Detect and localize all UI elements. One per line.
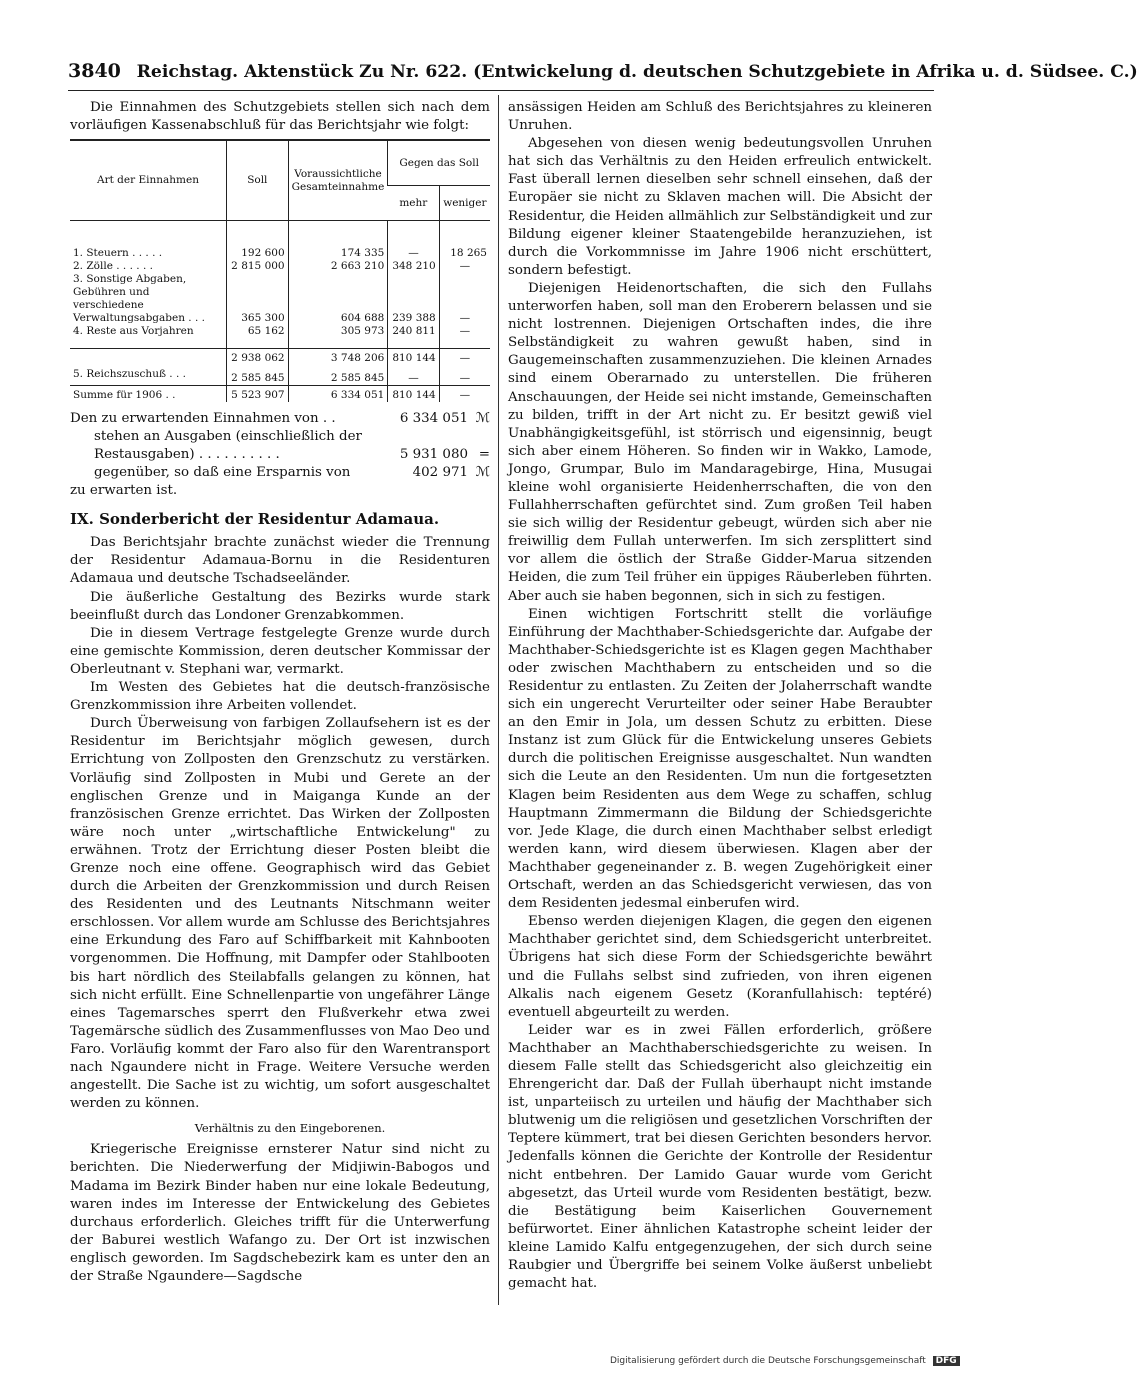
paragraph: Diejenigen Heidenortschaften, die sich den Fullahs unterworfen haben, soll man den Eroberern belassen und sie nicht lostrennen. Diejenigen Ortschaften indes, die ihre Selbständigkeit zu wahren gewußt haben, sind in Gaugemeinschaften zusammenzuziehen. Die kleinen Arnades sind einem Oberarnado zu unterstellen. Die früheren Anschauungen, der Heide sei nicht imstande, Gemeinschaften zu bilden, trifft in der Art nicht zu. Er besitzt gewiß viel Unabhängigkeitsgefühl, ist störrisch und eigensinnig, beugt sich aber einem Höheren. So finden wir in Wakko, Lamode, Jongo, Grumpar, Bulo im Mandaragebirge, Hina, Musugai kleine wohl organisierte Heidenherrschaften, die von den Fullahherrschaften gefürchtet sind. Zum großen Teil haben sie sich willig der Residentur gebeugt, würden sich aber nie freiwillig dem Fullah unterwerfen. Im sich zersplittert sind vor allem die östlich der Straße Gidder-Marua sitzenden Heiden, die zum Teil früher ein üppiges Räuberleben führten. Aber auch sie haben begonnen, sich in sich zu festigen. (508, 280, 932, 604)
th-voraus: Voraussichtliche Gesamteinnahme (288, 140, 388, 221)
revenue-intro: Die Einnahmen des Schutzgebiets stellen sich nach dem vorläufigen Kassenabschluß für das Berichtsjahr wie folgt: (70, 100, 490, 134)
paragraph: Einen wichtigen Fortschritt stellt die vorläufige Einführung der Machthaber-Schiedsgerichte dar. Aufgabe der Machthaber-Schiedsgerichte ist es Klagen gegen Machthaber oder zwischen Machthabern zu entscheiden und so die Residentur zu entlasten. Zu Zeiten der Jolaherrschaft wandte sich ein ungerecht Verurteilter oder seiner Habe Beraubter an den Emir in Jola, um dessen Schutz zu erbitten. Diese Instanz ist zum Glück für die Entwickelung unseres Gebiets durch die politischen Ereignisse ausgeschaltet. Nun wandten sich die Leute an den Residenten. Um nun die fortgesetzten Klagen beim Residenten aus dem Wege zu schaffen, schlug Hauptmann Zimmermann die Bildung der Schiedsgerichte vor. Jede Klage, die durch einen Machthaber selbst erledigt werden kann, wird diesem überwiesen. Klagen aber der Machthaber gegeneinander z. B. wegen Zugehörigkeit einer Ortschaft, werden an das Schiedsgericht verwiesen, das von dem Residenten jedesmal einberufen wird. (508, 606, 932, 912)
paragraph: Die äußerliche Gestaltung des Bezirks wurde stark beeinflußt durch das Londoner Grenzabkommen. (70, 589, 490, 623)
header-rule (68, 90, 934, 91)
digitization-footer (610, 1356, 960, 1366)
dfg-logo: DFG (933, 1356, 960, 1366)
paragraph: Im Westen des Gebietes hat die deutsch-französische Grenzkommission ihre Arbeiten vollendet. (70, 680, 490, 714)
section-title: IX. Sonderbericht der Residentur Adamaua. (70, 510, 440, 529)
table-row: 3. Sonstige Abgaben, Gebühren und verschiedene Verwaltungsabgaben . . . 365 300 604 688 239 388 — (70, 273, 490, 325)
th-art: Art der Einnahmen (70, 140, 227, 221)
th-mehr: mehr (388, 186, 439, 221)
page-title: Reichstag. Aktenstück Zu Nr. 622. (Entwickelung d. deutschen Schutzgebiete in Afrika u. d. Südsee. C.) (136, 62, 1138, 82)
paragraph: Kriegerische Ereignisse ernsterer Natur sind nicht zu berichten. Die Niederwerfung der Midjiwin-Babogos und Madama im Bezirk Binder haben nur eine lokale Bedeutung, waren indes im Interesse der Entwickelung des Gebietes durchaus erforderlich. Gleiches trifft für die Unterwerfung der Baburei westlich Wafango zu. Der Ort ist inzwischen englisch geworden. Im Sagdschebezirk kam es unter den an der Straße Ngaundere—Sagdsche (70, 1142, 490, 1285)
table-row: 2. Zölle . . . . . . 2 815 000 2 663 210 348 210 — (70, 260, 490, 273)
balance-summary: Den zu erwartenden Einnahmen von . . 6 334 051 ℳ stehen an Ausgaben (einschließlich der Restausgaben) . . . . . . . . . . 5 931 080 = gegenüber, so daß eine Ersparnis von 402 971 ℳ zu erwarten ist. (70, 411, 490, 499)
reichszuschuss-row: 5. Reichszuschuß . . . 2 585 845 2 585 845 — — (70, 368, 490, 386)
page-number: 3840 (68, 60, 121, 82)
paragraph: Durch Überweisung von farbigen Zollaufsehern ist es der Residentur im Berichtsjahr möglich gewesen, durch Errichtung von Zollposten den Grenzschutz zu verstärken. Vorläufig sind Zollposten in Mubi und Gerete an der englischen Grenze und in Maiganga Kunde an der französischen Grenze errichtet. Das Wirken der Zollposten wäre noch unter „wirtschaftliche Entwickelung" zu erwähnen. Trotz der Errichtung dieser Posten bleibt die Grenze noch eine offene. Geographisch wird das Gebiet durch die Arbeiten der Grenzkommission und durch Reisen des Residenten und des Leutnants Nitschmann weiter erschlossen. Vor allem wurde am Schlusse des Berichtsjahres eine Erkundung des Faro auf Schiffbarkeit mit Kahnbooten vorgenommen. Die Hoffnung, mit Dampfer oder Stahlbooten bis hart nördlich des Steilabfalls gelangen zu können, hat sich nicht erfüllt. Eine Schnellenpartie von ungefährer Länge eines Tagemarsches sperrt den Flußverkehr etwa zwei Tagemärsche südlich des Zusammenflusses von Mao Deo und Faro. Vorläufig kommt der Faro also für den Warentransport nach Ngaundere nicht in Frage. Weitere Versuche werden angestellt. Die Sache ist zu wichtig, um sofort ausgeschaltet werden zu können. (70, 716, 490, 1112)
paragraph: Abgesehen von diesen wenig bedeutungsvollen Unruhen hat sich das Verhältnis zu den Heiden erfreulich entwickelt. Fast überall lernen dieselben sehr schnell einsehen, daß der Europäer sie nicht zu Sklaven machen will. Die Absicht der Residentur, die Heiden allmählich zur Selbständigkeit und zur Bildung eigener kleiner Staatengebilde heranzuziehen, ist durch die Vorkommnisse im Jahre 1906 nicht erschüttert, sondern befestigt. (508, 136, 932, 278)
table-row: 1. Steuern . . . . . 192 600 174 335 — 18 265 (70, 221, 490, 261)
left-column (70, 99, 490, 1286)
page-header (68, 60, 1138, 82)
th-soll: Soll (227, 140, 289, 221)
revenue-table (70, 139, 490, 402)
paragraph: Leider war es in zwei Fällen erforderlich, größere Machthaber an Machthaberschiedsgerichte zu weisen. In diesem Falle stellt das Schiedsgericht also gleichzeitig ein Ehrengericht dar. Daß der Fullah überhaupt nicht imstande ist, unparteiisch zu urteilen und häufig der Machthaber sich blutwenig um die religiösen und gesetzlichen Vorschriften der Teptere kümmert, trat bei diesen Gerichten besonders hervor. Jedenfalls können die Gerichte der Kontrolle der Residentur nicht entbehren. Der Lamido Gauar wurde vom Gericht abgesetzt, das Urteil wurde vom Residenten bestätigt, bezw. die Bestätigung beim Kaiserlichen Gouvernement befürwortet. Einer ähnlichen Katastrophe scheint leider der kleine Lamido Kalfu entgegenzugehen, der sich durch seine Raubgier und Übergriffe bei seinem Volke äußerst unbeliebt gemacht hat. (508, 1022, 933, 1292)
column-divider (498, 95, 499, 1305)
paragraph: Ebenso werden diejenigen Klagen, die gegen den eigenen Machthaber gerichtet sind, dem Schiedsgericht unterbreitet. Übrigens hat sich diese Form der Schiedsgerichte bewährt und die Fullahs selbst sind zufrieden, von ihren eigenen Alkalis nach eigenem Gesetz (Koranfullahisch: teptéré) eventuell abgeurteilt zu werden. (508, 914, 932, 1020)
th-gegen: Gegen das Soll (388, 140, 490, 186)
footer-text: Digitalisierung gefördert durch die Deutsche Forschungsgemeinschaft (610, 1356, 926, 1366)
paragraph: Die in diesem Vertrage festgelegte Grenze wurde durch eine gemischte Kommission, deren deutscher Kommissar der Oberleutnant v. Stephani war, vermarkt. (70, 625, 490, 677)
th-weniger: weniger (439, 186, 490, 221)
right-column (508, 99, 932, 1293)
total-row: Summe für 1906 . . 5 523 907 6 334 051 810 144 — (70, 386, 490, 403)
paragraph: Das Berichtsjahr brachte zunächst wieder die Trennung der Residentur Adamaua-Bornu in die Residenturen Adamaua und deutsche Tschadseeländer. (70, 535, 490, 587)
subheading: Verhältnis zu den Eingeborenen. (194, 1121, 386, 1136)
subtotal-row: 2 938 062 3 748 206 810 144 — (70, 349, 490, 369)
paragraph: ansässigen Heiden am Schluß des Berichtsjahres zu kleineren Unruhen. (508, 100, 932, 134)
table-row: 4. Reste aus Vorjahren 65 162 305 973 240 811 — (70, 325, 490, 349)
